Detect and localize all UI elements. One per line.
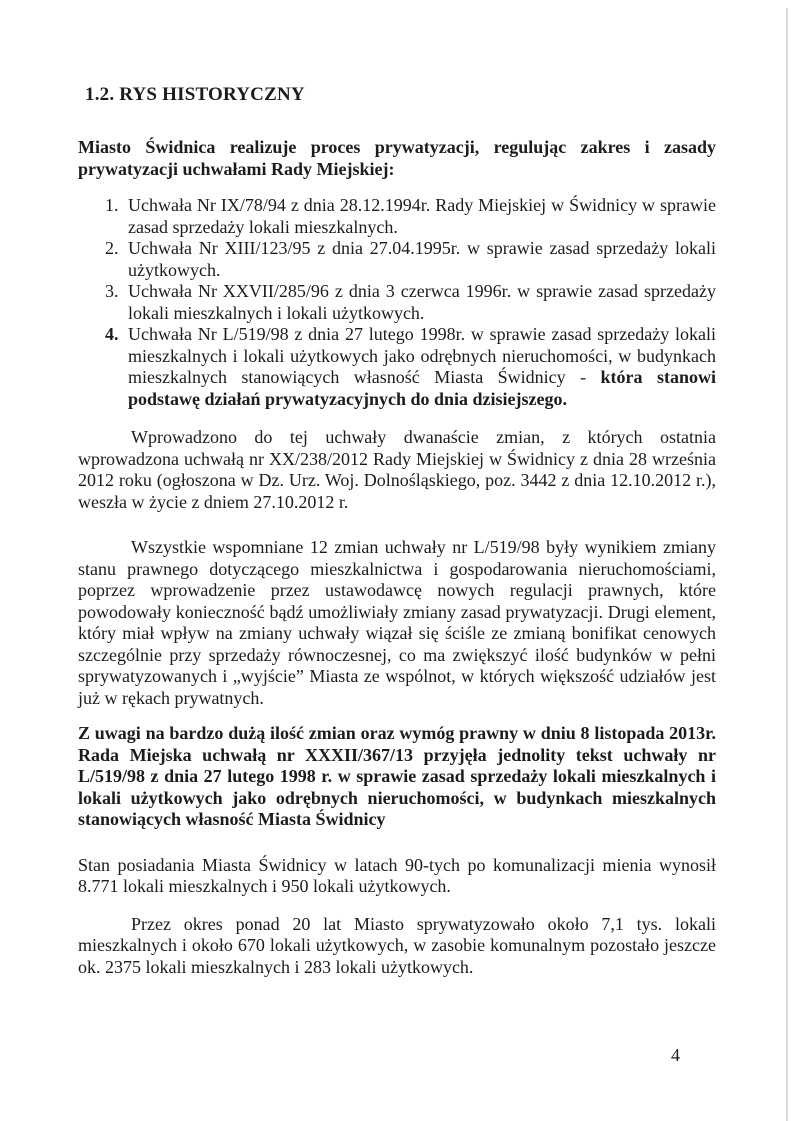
list-item [78,238,716,281]
resolution-list [78,195,716,410]
list-item-number: 4. [105,324,119,344]
page-content [78,84,716,978]
paragraph-housing-stock: Stan posiadania Miasta Świdnicy w latach 90-tych po komunalizacji mienia wynosił 8.771 lokali mieszkalnych i 950 lokali użytkowych. [78,854,716,896]
page-number: 4 [671,1045,680,1065]
list-item [78,195,716,238]
list-item-text: Uchwała Nr IX/78/94 z dnia 28.12.1994r. Rady Miejskiej w Świdnicy w sprawie zasad sprzedaży lokali mieszkalnych. [128,195,716,237]
list-item-number: 2. [105,238,119,258]
scan-artifact-line [786,8,788,1121]
list-item [78,324,716,410]
intro-paragraph: Miasto Świdnica realizuje proces prywatyzacji, regulując zakres i zasady prywatyzacji uchwałami Rady Miejskiej: [78,137,716,179]
paragraph-amendments: Wprowadzono do tej uchwały dwanaście zmian, z których ostatnia wprowadzona uchwałą nr XX/238/2012 Rady Miejskiej w Świdnicy z dnia 28 września 2012 roku (ogłoszona w Dz. Urz. Woj. Dolnośląskiego, poz. 3442 z dnia 12.10.2012 r.), weszła w życie z dniem 27.10.2012 r. [78,427,716,512]
paragraph-unified-text: Z uwagi na bardzo dużą ilość zmian oraz wymóg prawny w dniu 8 listopada 2013r. Rada Miejska uchwałą nr XXXII/367/13 przyjęła jednolity tekst uchwały nr L/519/98 z dnia 27 lutego 1998 r. w sprawie zasad sprzedaży lokali mieszkalnych i lokali użytkowych jako odrębnych nieruchomości, w budynkach mieszkalnych stanowiących własność Miasta Świdnicy [78,723,716,829]
list-item-text-regular: Uchwała Nr L/519/98 z dnia 27 lutego 1998r. w sprawie zasad sprzedaży lokali mieszkalnych i lokali użytkowych jako odrębnych nieruchomości, w budynkach mieszkalnych stanowiących własność Miasta Świdnicy - [128,324,716,387]
list-item [78,281,716,324]
paragraph-change-reasons: Wszystkie wspomniane 12 zmian uchwały nr L/519/98 były wynikiem zmiany stanu prawnego dotyczącego mieszkalnictwa i gospodarowania nieruchomościami, poprzez wprowadzenie przez ustawodawcę nowych regulacji prawnych, które powodowały konieczność bądź umożliwiały zmiany zasad prywatyzacji. Drugi element, który miał wpływ na zmiany uchwały wiązał się ściśle ze zmianą bonifikat cenowych szczególnie przy sprzedaży równoczesnej, co ma zwiększyć ilość budynków w pełni sprywatyzowanych i „wyjście” Miasta ze wspólnot, w których większość udziałów jest już w rękach prywatnych. [78,537,716,708]
list-item-text: Uchwała Nr XIII/123/95 z dnia 27.04.1995r. w sprawie zasad sprzedaży lokali użytkowych. [128,238,716,280]
list-item-text [128,324,716,409]
paragraph-privatization-scale: Przez okres ponad 20 lat Miasto sprywatyzowało około 7,1 tys. lokali mieszkalnych i około 670 lokali użytkowych, w zasobie komunalnym pozostało jeszcze ok. 2375 lokali mieszkalnych i 283 lokali użytkowych. [78,913,716,977]
list-item-number: 1. [105,195,119,215]
list-item-text: Uchwała Nr XXVII/285/96 z dnia 3 czerwca 1996r. w sprawie zasad sprzedaży lokali mieszkalnych i lokali użytkowych. [128,281,716,323]
list-item-text-bold: która stanowi podstawę działań prywatyzacyjnych do dnia dzisiejszego. [128,367,716,409]
list-item-number: 3. [105,281,119,301]
section-heading: 1.2. RYS HISTORYCZNY [85,84,305,105]
